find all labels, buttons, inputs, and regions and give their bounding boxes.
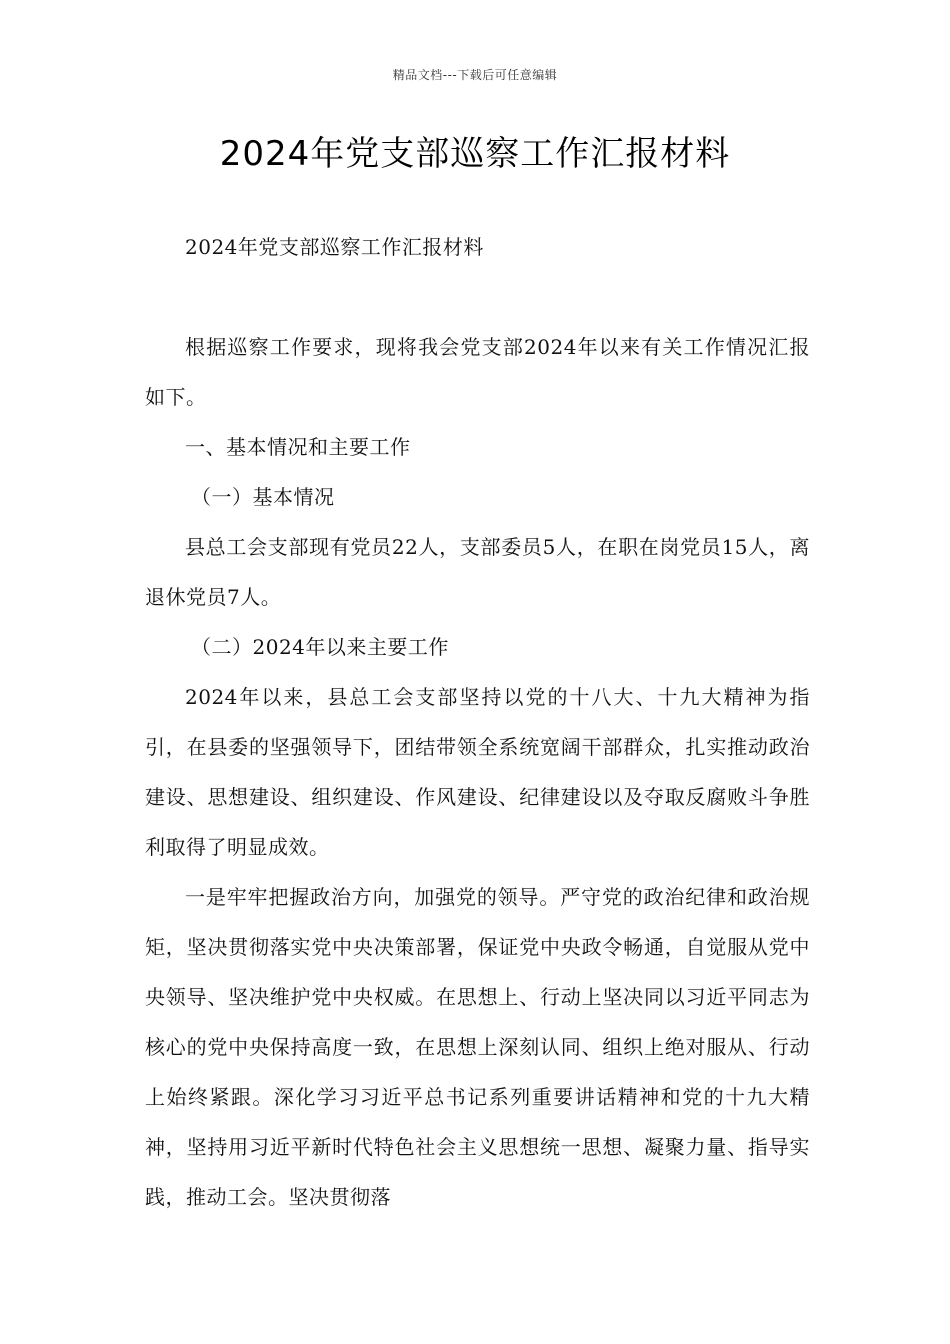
intro-paragraph: 根据巡察工作要求，现将我会党支部2024年以来有关工作情况汇报如下。 <box>145 335 810 409</box>
document-title: 2024年党支部巡察工作汇报材料 <box>219 134 731 174</box>
main-work-paragraph: 2024年以来，县总工会支部坚持以党的十八大、十九大精神为指引，在县委的坚强领导下，团结带领全系统宽阔干部群众，扎实推动政治建设、思想建设、组织建设、作风建设、纪律建设以及夺取反腐败斗争胜利取得了明显成效。 <box>145 685 810 859</box>
political-direction-paragraph: 一是牢牢把握政治方向，加强党的领导。严守党的政治纪律和政治规矩，坚决贯彻落实党中央决策部署，保证党中央政令畅通，自觉服从党中央领导、坚决维护党中央权威。在思想上、行动上坚决同以习近平同志为核心的党中央保持高度一致，在思想上深刻认同、组织上绝对服从、行动上始终紧跟。深化学习习近平总书记系列重要讲话精神和党的十九大精神，坚持用习近平新时代特色社会主义思想统一思想、凝聚力量、指导实践，推动工会。坚决贯彻落 <box>145 885 810 1209</box>
header-note: 精品文档---下载后可任意编辑 <box>392 68 558 82</box>
document-subtitle: 2024年党支部巡察工作汇报材料 <box>185 235 484 259</box>
subsection-heading-main-work: （二）2024年以来主要工作 <box>191 635 449 659</box>
document-body <box>145 222 810 1222</box>
subsection-heading-basic: （一）基本情况 <box>191 485 335 509</box>
section-heading-1: 一、基本情况和主要工作 <box>185 435 411 459</box>
basic-info-paragraph: 县总工会支部现有党员22人，支部委员5人，在职在岗党员15人，离退休党员7人。 <box>145 535 810 609</box>
